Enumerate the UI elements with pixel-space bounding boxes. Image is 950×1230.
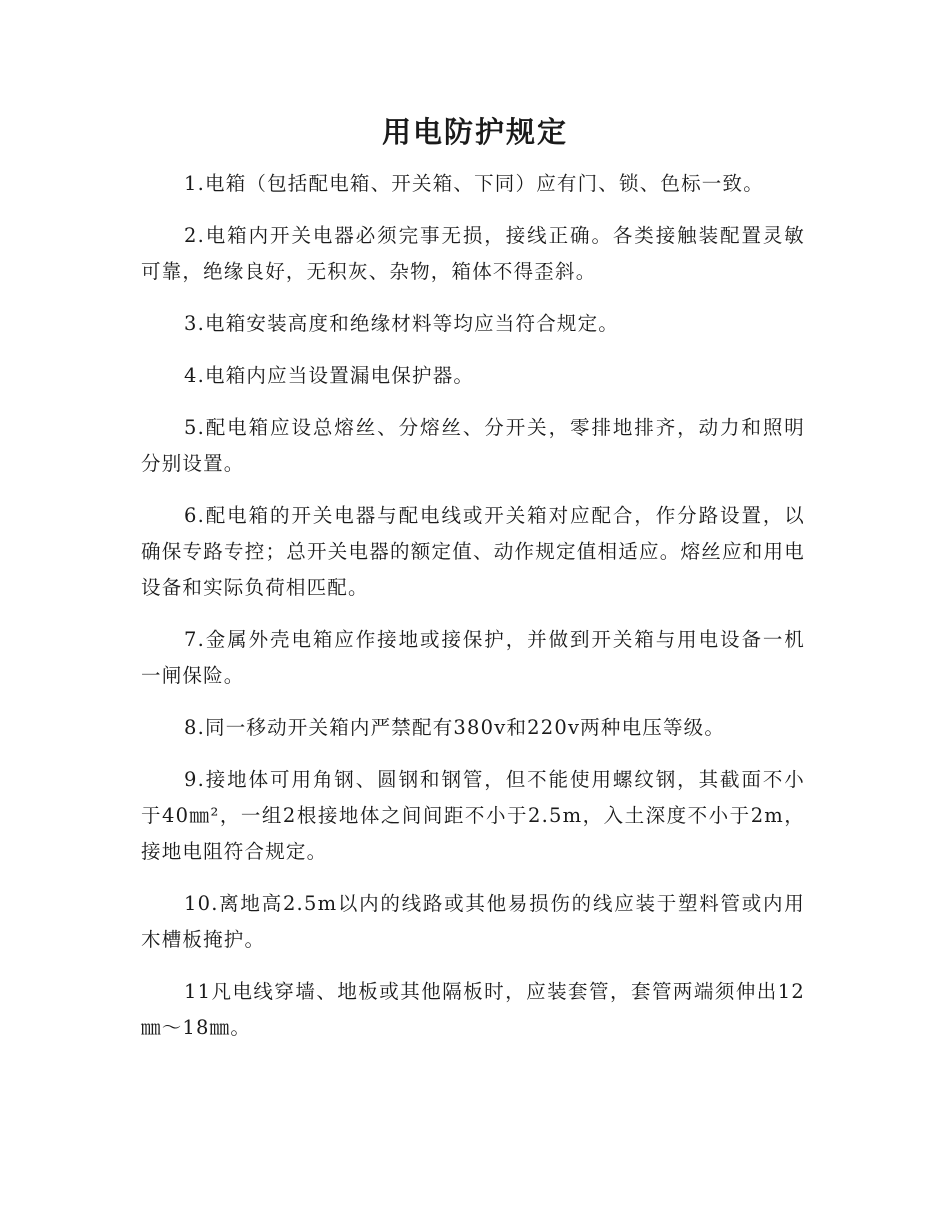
paragraph-1: 1.电箱（包括配电箱、开关箱、下同）应有门、锁、色标一致。 — [184, 172, 764, 195]
paragraph-3: 3.电箱安装高度和绝缘材料等均应当符合规定。 — [184, 312, 620, 335]
paragraph-4: 4.电箱内应当设置漏电保护器。 — [184, 364, 475, 387]
paragraph-7: 7.金属外壳电箱应作接地或接保护，并做到开关箱与用电设备一机一闸保险。 — [141, 628, 805, 687]
paragraph-6: 6.配电箱的开关电器与配电线或开关箱对应配合，作分路设置，以确保专路专控；总开关电器的额定值、动作规定值相适应。熔丝应和用电设备和实际负荷相匹配。 — [141, 504, 805, 599]
paragraph-9: 9.接地体可用角钢、圆钢和钢管，但不能使用螺纹钢，其截面不小于40㎜²，一组2根接地体之间间距不小于2.5m，入土深度不小于2m，接地电阻符合规定。 — [141, 768, 805, 863]
paragraph-10: 10.离地高2.5m以内的线路或其他易损伤的线应装于塑料管或内用木槽板掩护。 — [141, 892, 805, 951]
document-body — [141, 166, 805, 1062]
paragraph-2: 2.电箱内开关电器必须完事无损，接线正确。各类接触装配置灵敏可靠，绝缘良好，无积灰、杂物，箱体不得歪斜。 — [141, 224, 805, 283]
document-title: 用电防护规定 — [381, 115, 568, 149]
paragraph-8: 8.同一移动开关箱内严禁配有380v和220v两种电压等级。 — [184, 716, 726, 739]
paragraph-11: 11凡电线穿墙、地板或其他隔板时，应装套管，套管两端须伸出12㎜～18㎜。 — [141, 980, 805, 1039]
paragraph-5: 5.配电箱应设总熔丝、分熔丝、分开关，零排地排齐，动力和照明分别设置。 — [141, 416, 805, 475]
